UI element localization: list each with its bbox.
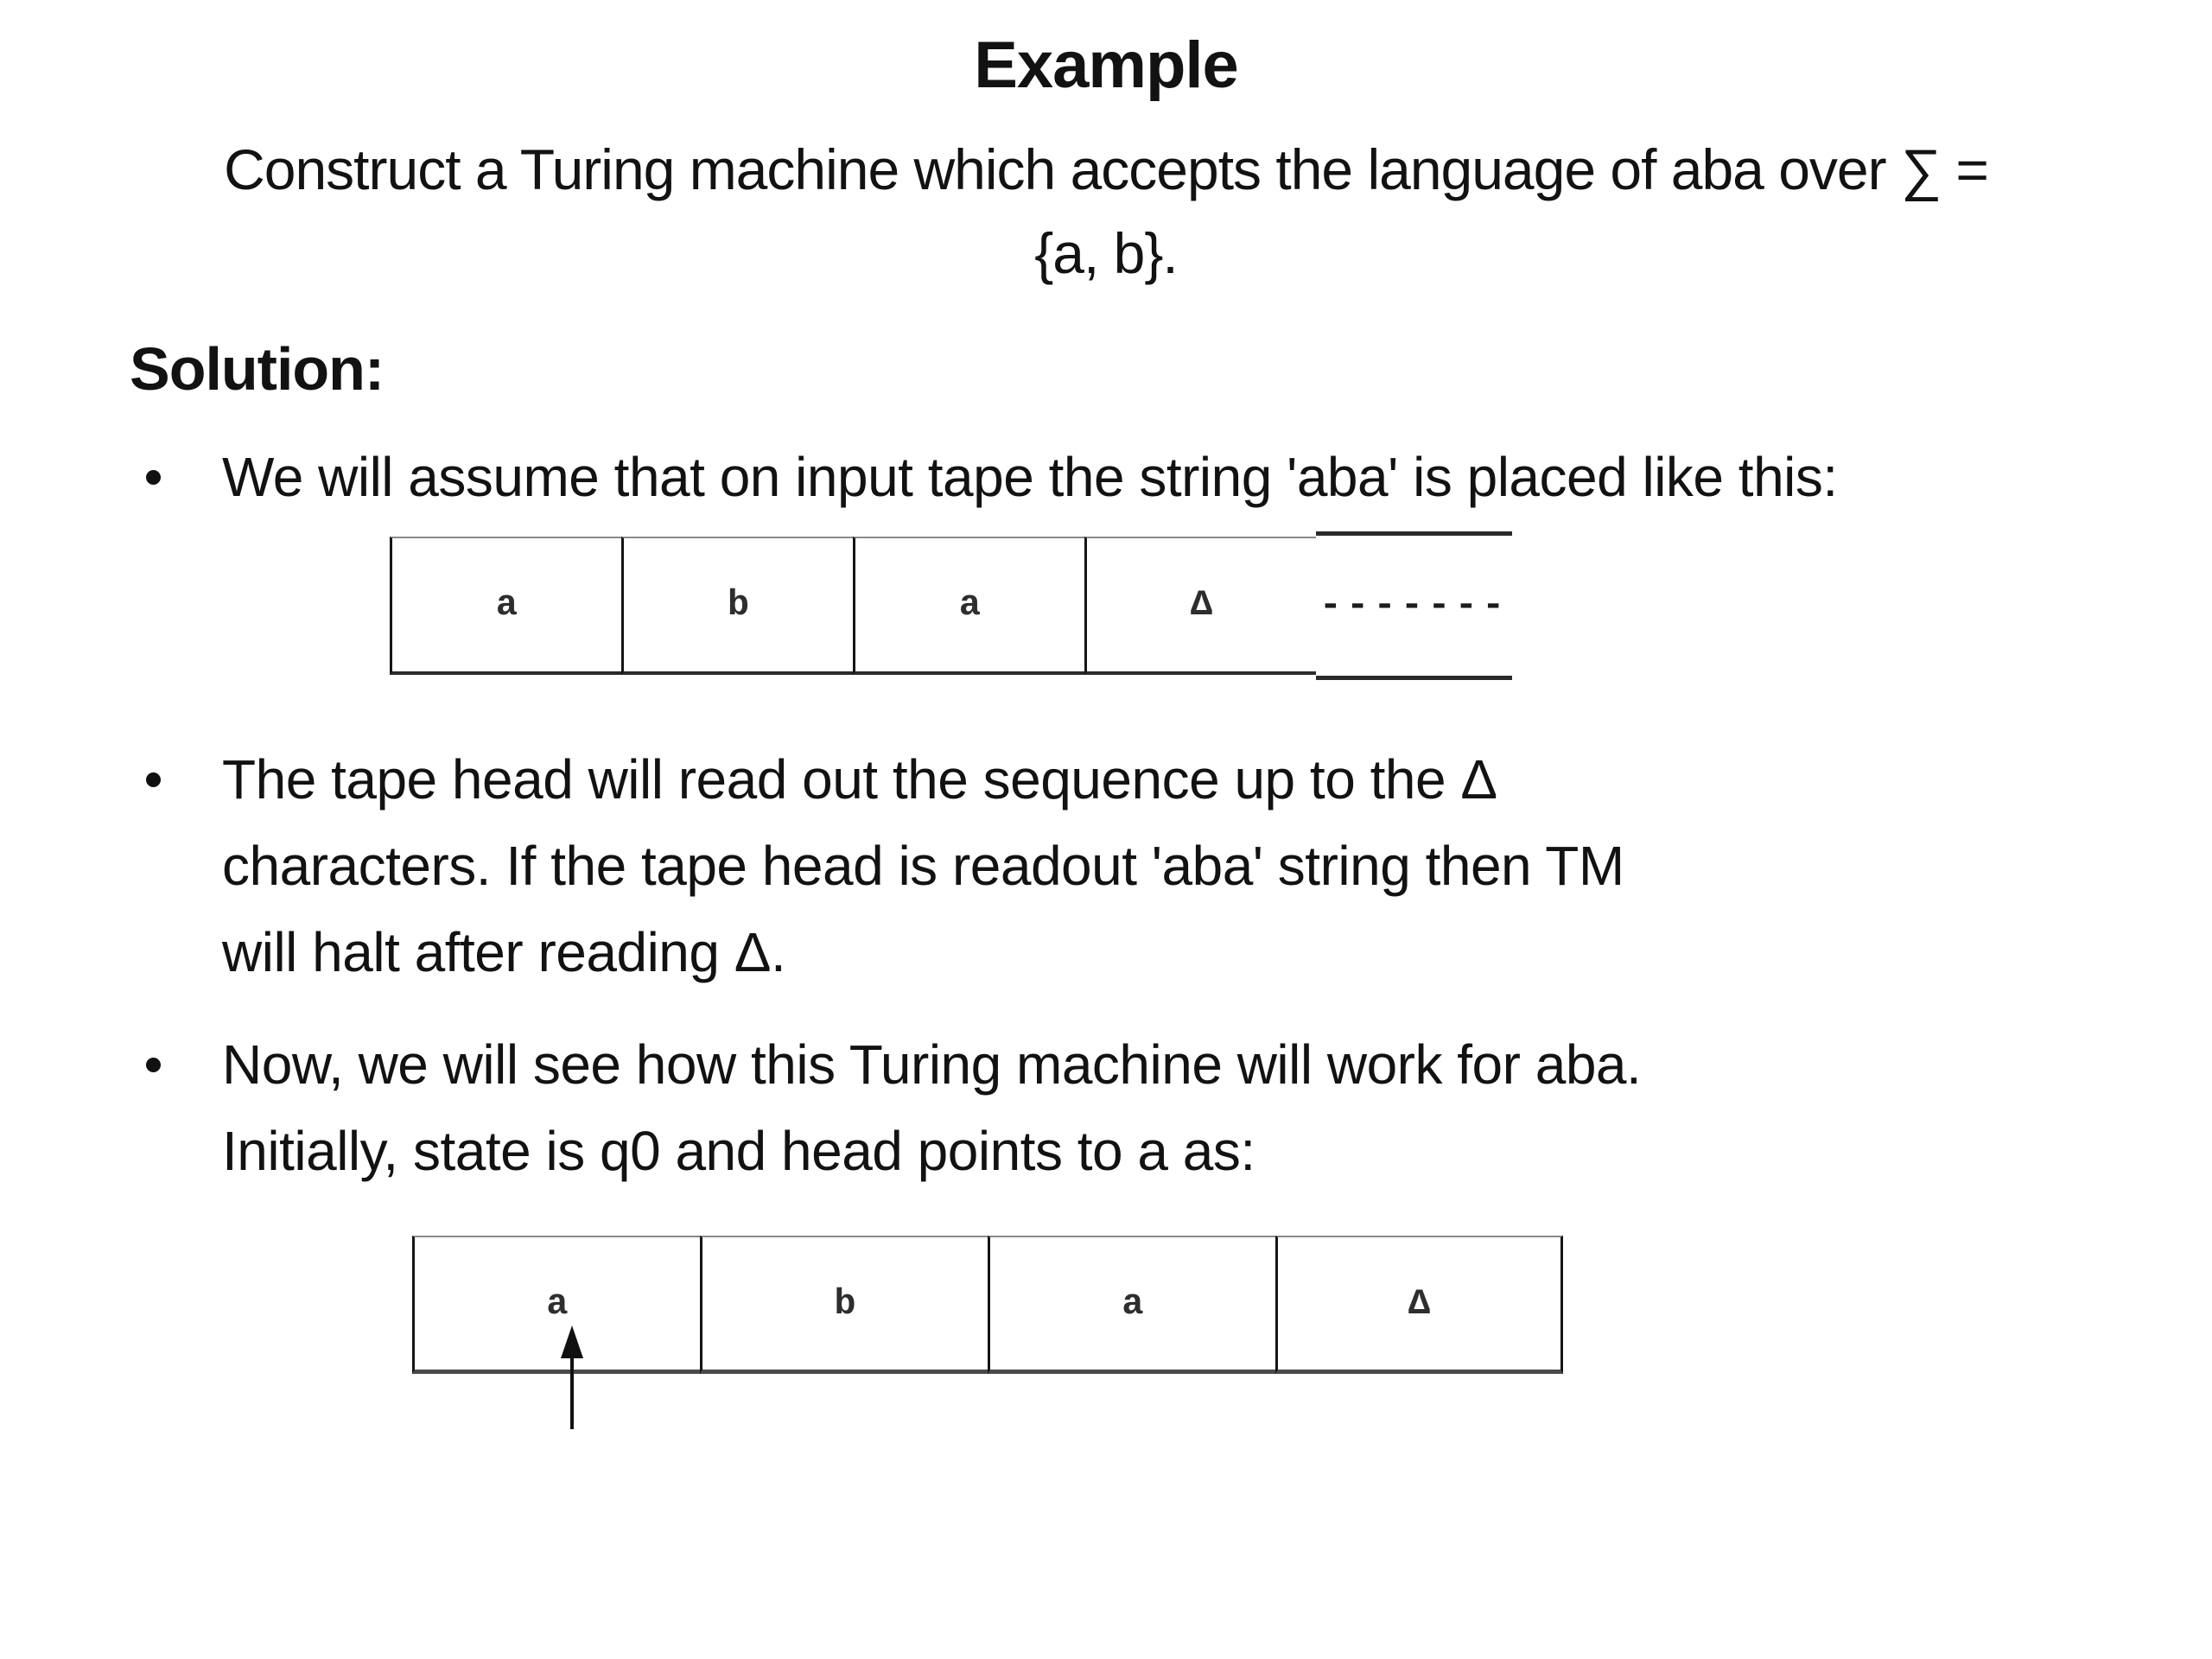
slide-title: Example [974,29,1238,102]
solution-heading: Solution: [130,335,385,403]
tape-cell: b [700,1236,988,1374]
tape-cell: b [621,537,853,675]
bullet-2-line-1: The tape head will read out the sequence up to the Δ [222,748,1497,810]
tape-continuation-dashes: ------- [1319,584,1510,627]
bullet-1-line-1: We will assume that on input tape the string 'aba' is placed like this: [222,446,1838,508]
bullet-2-line-2: characters. If the tape head is readout 'aba' string then TM [222,835,1624,897]
tape-cell: Δ [1084,537,1316,675]
tape-continuation [1316,531,1512,680]
bullet-3-line-1: Now, we will see how this Turing machine will work for aba. [222,1033,1642,1096]
tape-cell: a [390,537,621,675]
tape-cell: Δ [1275,1236,1563,1374]
bullet-2-line-3: will halt after reading Δ. [222,921,786,983]
bullet-item-3 [143,1021,1641,1194]
problem-statement-line-1: Construct a Turing machine which accepts the language of aba over ∑ = [224,137,1988,201]
tape-cell: a [412,1236,700,1374]
bullet-item-2 [143,736,1624,995]
bullet-3-line-2: Initially, state is q0 and head points to a as: [222,1120,1255,1182]
bullet-dot [146,470,161,485]
bullet-item-1 [143,434,1838,520]
problem-statement-line-2: {a, b}. [1034,221,1178,285]
tape-head-arrow-icon [553,1324,591,1445]
problem-statement [52,128,2160,296]
bullet-dot [146,772,161,787]
bullet-dot [146,1058,161,1072]
tape-cell: a [853,537,1084,675]
tape-diagram-initial [390,537,1510,675]
tape-cell: a [988,1236,1275,1374]
